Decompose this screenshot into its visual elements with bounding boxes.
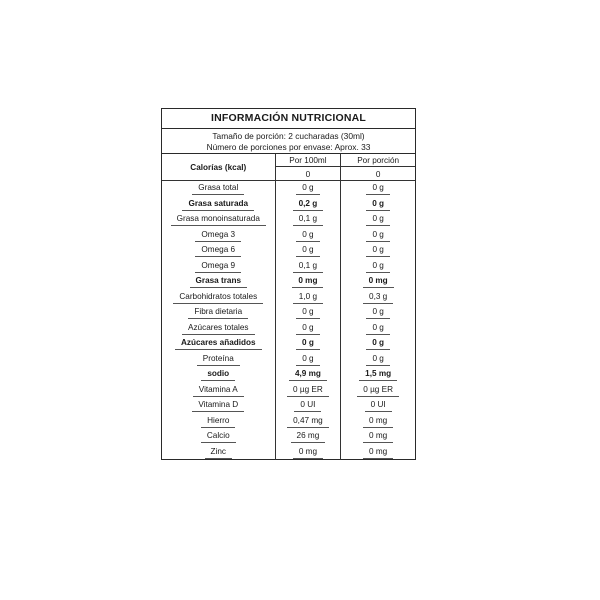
per-100ml-value-cell [276, 212, 342, 228]
nutrient-name-cell [162, 367, 276, 383]
nutrient-name: Hierro [201, 415, 235, 428]
nutrient-rows [162, 181, 415, 460]
per-serving-value: 0 g [366, 182, 389, 195]
nutrient-name-cell [162, 212, 276, 228]
per-100ml-value-cell [276, 445, 342, 461]
per-serving-header: Por porción [341, 156, 415, 167]
per-serving-value-cell [341, 383, 415, 399]
per-serving-value-cell [341, 367, 415, 383]
per-serving-value-cell [341, 352, 415, 368]
table-row [162, 414, 415, 430]
servings-per-container: Número de porciones por envase: Aprox. 33 [206, 142, 371, 152]
per-100ml-value: 0,47 mg [287, 415, 329, 428]
nutrient-name-cell [162, 181, 276, 197]
nutrient-name: Vitamina D [192, 399, 244, 412]
per-100ml-value-cell [276, 274, 342, 290]
per-serving-value-cell [341, 445, 415, 461]
per-serving-value-cell [341, 321, 415, 337]
serving-size: Tamaño de porción: 2 cucharadas (30ml) [212, 131, 365, 141]
per-100ml-value: 26 mg [291, 430, 326, 443]
nutrient-name-cell [162, 243, 276, 259]
per-serving-value: 0 g [366, 244, 389, 257]
per-100ml-value: 0 UI [294, 399, 321, 412]
per-100ml-value: 0 µg ER [287, 384, 329, 397]
nutrient-name: Grasa total [192, 182, 244, 195]
per-serving-value: 0 g [366, 213, 389, 226]
table-row [162, 243, 415, 259]
nutrient-name-cell [162, 429, 276, 445]
table-row [162, 321, 415, 337]
nutrient-name: sodio [201, 368, 235, 381]
table-row [162, 398, 415, 414]
table-row [162, 383, 415, 399]
per-serving-value-cell [341, 212, 415, 228]
nutrient-name: Azúcares añadidos [175, 337, 262, 350]
nutrient-name: Zinc [205, 446, 232, 459]
per-serving-value: 0 g [366, 337, 390, 350]
per-100ml-value: 0,1 g [293, 260, 323, 273]
per-serving-value-cell [341, 398, 415, 414]
nutrient-name: Omega 6 [195, 244, 241, 257]
per-100ml-value: 0 mg [292, 275, 323, 288]
per-serving-value: 0 g [366, 260, 389, 273]
per-serving-value: 0 g [366, 198, 390, 211]
nutrient-table [162, 154, 415, 460]
calories-header: Calorías (kcal) [162, 154, 276, 180]
per-serving-value-cell [341, 228, 415, 244]
nutrient-name: Grasa trans [190, 275, 248, 288]
per-100ml-value-cell [276, 181, 342, 197]
per-serving-value: 0 g [366, 322, 389, 335]
nutrient-name-cell [162, 290, 276, 306]
per-100ml-value: 0,2 g [293, 198, 324, 211]
per-serving-value: 0 g [366, 306, 389, 319]
nutrient-name: Carbohidratos totales [173, 291, 263, 304]
per-100ml-value-cell [276, 429, 342, 445]
per-serving-value: 0 UI [365, 399, 392, 412]
table-row [162, 212, 415, 228]
per-100ml-value: 0 g [296, 244, 319, 257]
per-serving-value: 0 g [366, 229, 389, 242]
per-100ml-value-cell [276, 290, 342, 306]
table-header-row [162, 154, 415, 181]
per-100ml-value-cell [276, 367, 342, 383]
per-100ml-value: 4,9 mg [289, 368, 327, 381]
table-row [162, 429, 415, 445]
table-row [162, 445, 415, 461]
nutrient-name-cell [162, 321, 276, 337]
per-100ml-value: 0 mg [293, 446, 323, 459]
per-serving-value-cell [341, 274, 415, 290]
per-serving-value-cell [341, 243, 415, 259]
table-row [162, 197, 415, 213]
per-100ml-value: 0 g [296, 182, 319, 195]
nutrient-name-cell [162, 352, 276, 368]
per-serving-value: 0,3 g [363, 291, 393, 304]
table-row [162, 336, 415, 352]
per-serving-value: 0 mg [363, 430, 393, 443]
serving-info [162, 129, 415, 154]
nutrient-name: Proteína [197, 353, 240, 366]
per-100ml-value-cell [276, 243, 342, 259]
per-100ml-value: 0 g [296, 353, 319, 366]
per-serving-value: 0 mg [363, 275, 394, 288]
per-serving-value-cell [341, 414, 415, 430]
per-100ml-value-cell [276, 414, 342, 430]
calories-per-serving: 0 [375, 169, 381, 179]
nutrient-name: Fibra dietaria [188, 306, 248, 319]
per-serving-column [341, 154, 415, 180]
table-row [162, 274, 415, 290]
per-100ml-value: 0 g [296, 337, 320, 350]
per-100ml-column [276, 154, 342, 180]
nutrient-name-cell [162, 414, 276, 430]
nutrient-name-cell [162, 274, 276, 290]
per-serving-value-cell [341, 290, 415, 306]
nutrient-name: Omega 3 [195, 229, 241, 242]
per-serving-value-cell [341, 429, 415, 445]
nutrient-name: Grasa monoinsaturada [171, 213, 266, 226]
per-serving-value-cell [341, 336, 415, 352]
per-100ml-value: 0 g [296, 229, 319, 242]
per-serving-value: 0 mg [363, 446, 393, 459]
per-100ml-value-cell [276, 383, 342, 399]
per-serving-value: 1,5 mg [359, 368, 397, 381]
nutrient-name-cell [162, 336, 276, 352]
nutrient-name-cell [162, 228, 276, 244]
per-100ml-value: 1,0 g [293, 291, 323, 304]
table-row [162, 259, 415, 275]
nutrient-name: Omega 9 [195, 260, 241, 273]
nutrient-name-cell [162, 197, 276, 213]
nutrient-name: Vitamina A [193, 384, 244, 397]
table-row [162, 181, 415, 197]
table-row [162, 228, 415, 244]
per-serving-value-cell [341, 181, 415, 197]
table-row [162, 352, 415, 368]
nutrient-name: Calcio [201, 430, 236, 443]
per-100ml-value-cell [276, 336, 342, 352]
per-100ml-value-cell [276, 305, 342, 321]
per-100ml-value: 0,1 g [293, 213, 323, 226]
nutrient-name-cell [162, 445, 276, 461]
nutrient-name-cell [162, 398, 276, 414]
nutrient-name-cell [162, 383, 276, 399]
nutrient-name: Grasa saturada [182, 198, 254, 211]
nutrient-name-cell [162, 305, 276, 321]
per-100ml-value-cell [276, 228, 342, 244]
per-serving-value-cell [341, 197, 415, 213]
per-100ml-value-cell [276, 321, 342, 337]
calories-per-100ml: 0 [305, 169, 311, 179]
nutrient-name: Azúcares totales [182, 322, 255, 335]
label-title: INFORMACIÓN NUTRICIONAL [162, 109, 415, 129]
nutrient-name-cell [162, 259, 276, 275]
per-serving-value-cell [341, 305, 415, 321]
per-serving-value-cell [341, 259, 415, 275]
per-100ml-header: Por 100ml [276, 156, 341, 167]
per-100ml-value: 0 g [296, 322, 319, 335]
table-row [162, 367, 415, 383]
per-100ml-value-cell [276, 398, 342, 414]
per-100ml-value-cell [276, 259, 342, 275]
per-serving-value: 0 g [366, 353, 389, 366]
table-row [162, 305, 415, 321]
per-100ml-value-cell [276, 352, 342, 368]
nutrition-facts-label [161, 108, 416, 460]
per-serving-value: 0 mg [363, 415, 393, 428]
table-row [162, 290, 415, 306]
per-100ml-value-cell [276, 197, 342, 213]
per-serving-value: 0 µg ER [357, 384, 399, 397]
per-100ml-value: 0 g [296, 306, 319, 319]
